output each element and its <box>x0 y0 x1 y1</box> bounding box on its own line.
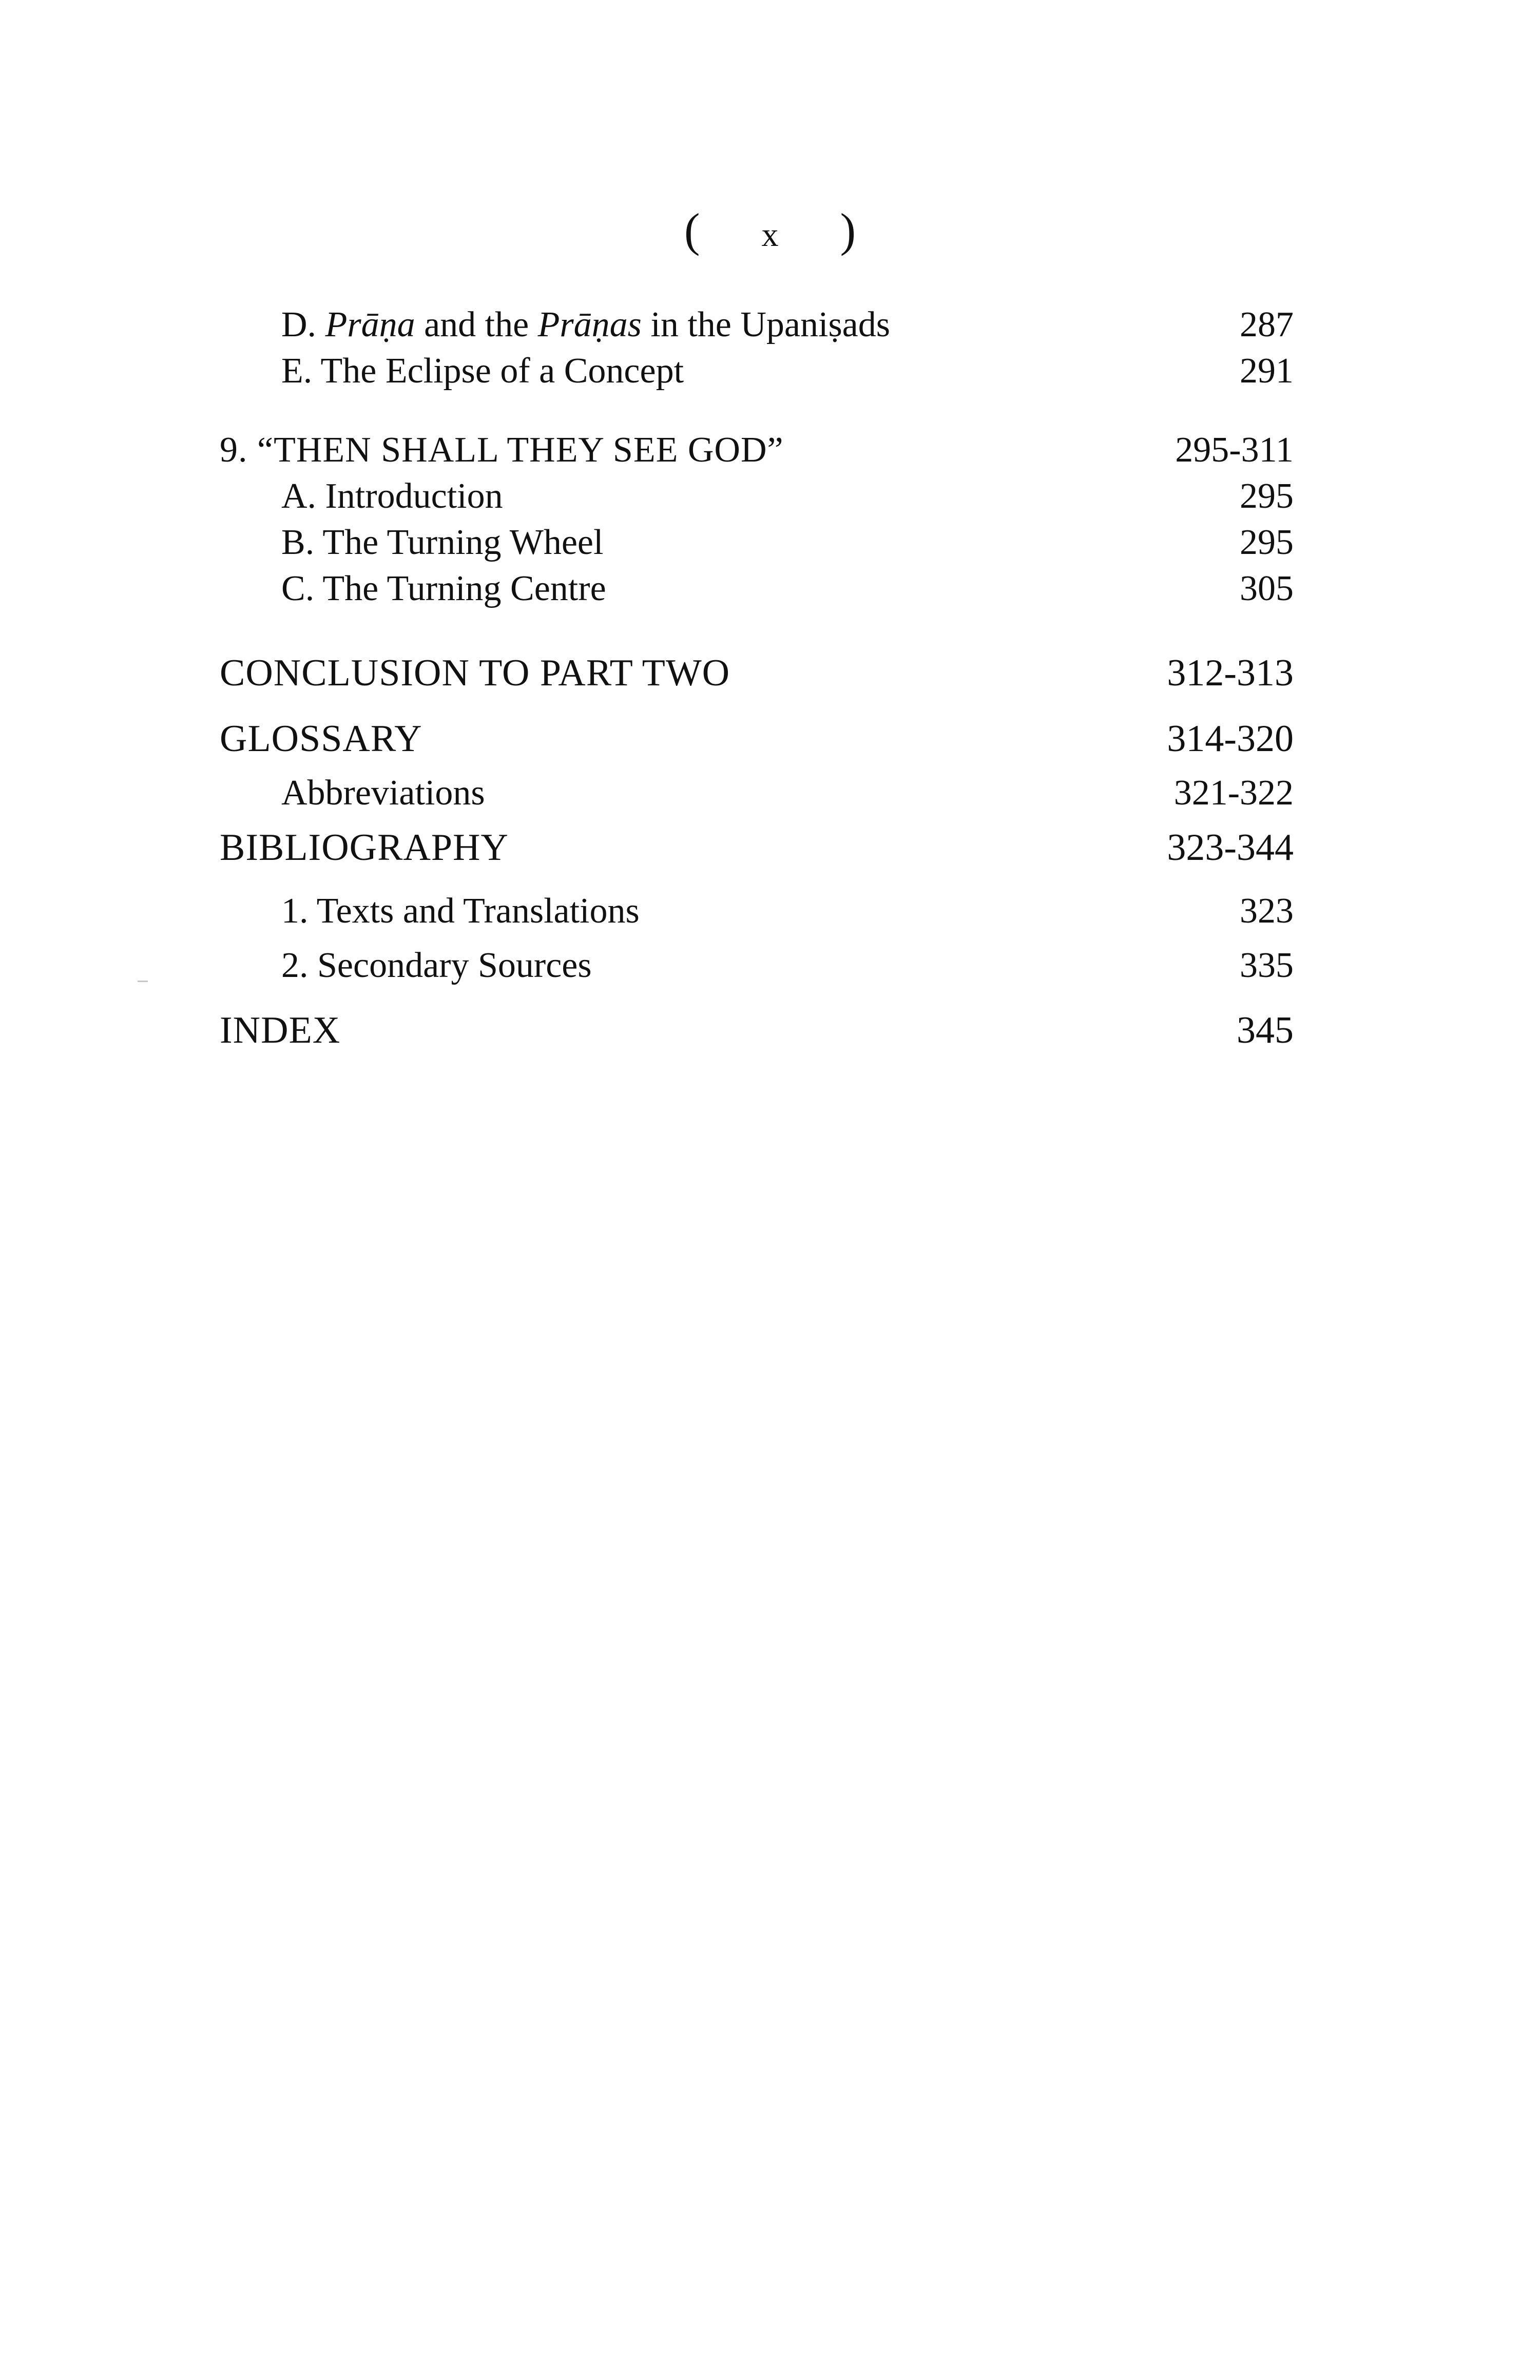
toc-entry-pages: 312-313 <box>1167 652 1294 694</box>
toc-entry-pages: 321-322 <box>1173 773 1294 813</box>
toc-entry-label: E. The Eclipse of a Concept <box>281 351 684 391</box>
toc-entry-pages: 335 <box>1240 946 1294 985</box>
toc-entry-pages: 287 <box>1240 305 1294 344</box>
toc-entry-label: D. Prāṇa and the Prāṇas in the Upaniṣads <box>281 305 890 344</box>
toc-entry-label: GLOSSARY <box>220 718 422 760</box>
toc-entry-label: Abbreviations <box>281 773 485 813</box>
toc-entry-pages: 295 <box>1240 476 1294 516</box>
page-folio <box>0 204 1540 261</box>
folio-numeral: x <box>761 216 779 254</box>
toc-entry-pages: 305 <box>1240 569 1294 608</box>
italic-term: Prāṇa <box>325 305 415 344</box>
toc-entry-pages: 291 <box>1240 351 1294 391</box>
toc-entry-label: 2. Secondary Sources <box>281 946 592 985</box>
toc-entry-pages: 295 <box>1240 523 1294 562</box>
toc-entry-pages: 323-344 <box>1167 827 1294 869</box>
toc-entry-label: A. Introduction <box>281 476 503 516</box>
scan-speck <box>138 981 148 982</box>
toc-entry-pages: 314-320 <box>1167 718 1294 760</box>
toc-entry-label: INDEX <box>220 1009 341 1051</box>
toc-entry-label: 9. “THEN SHALL THEY SEE GOD” <box>220 430 784 470</box>
toc-entry-label: BIBLIOGRAPHY <box>220 827 509 869</box>
toc-entry-label: C. The Turning Centre <box>281 569 606 608</box>
folio-open-paren: ( <box>684 204 700 256</box>
toc-entry-pages: 345 <box>1237 1009 1294 1051</box>
folio-close-paren: ) <box>840 204 856 256</box>
toc-entry-label: B. The Turning Wheel <box>281 523 604 562</box>
toc-entry-label: 1. Texts and Translations <box>281 891 640 931</box>
toc-entry-label: CONCLUSION TO PART TWO <box>220 652 730 694</box>
toc-entry-pages: 323 <box>1240 891 1294 931</box>
toc-entry-pages: 295-311 <box>1175 430 1294 470</box>
italic-term: Prāṇas <box>537 305 642 344</box>
